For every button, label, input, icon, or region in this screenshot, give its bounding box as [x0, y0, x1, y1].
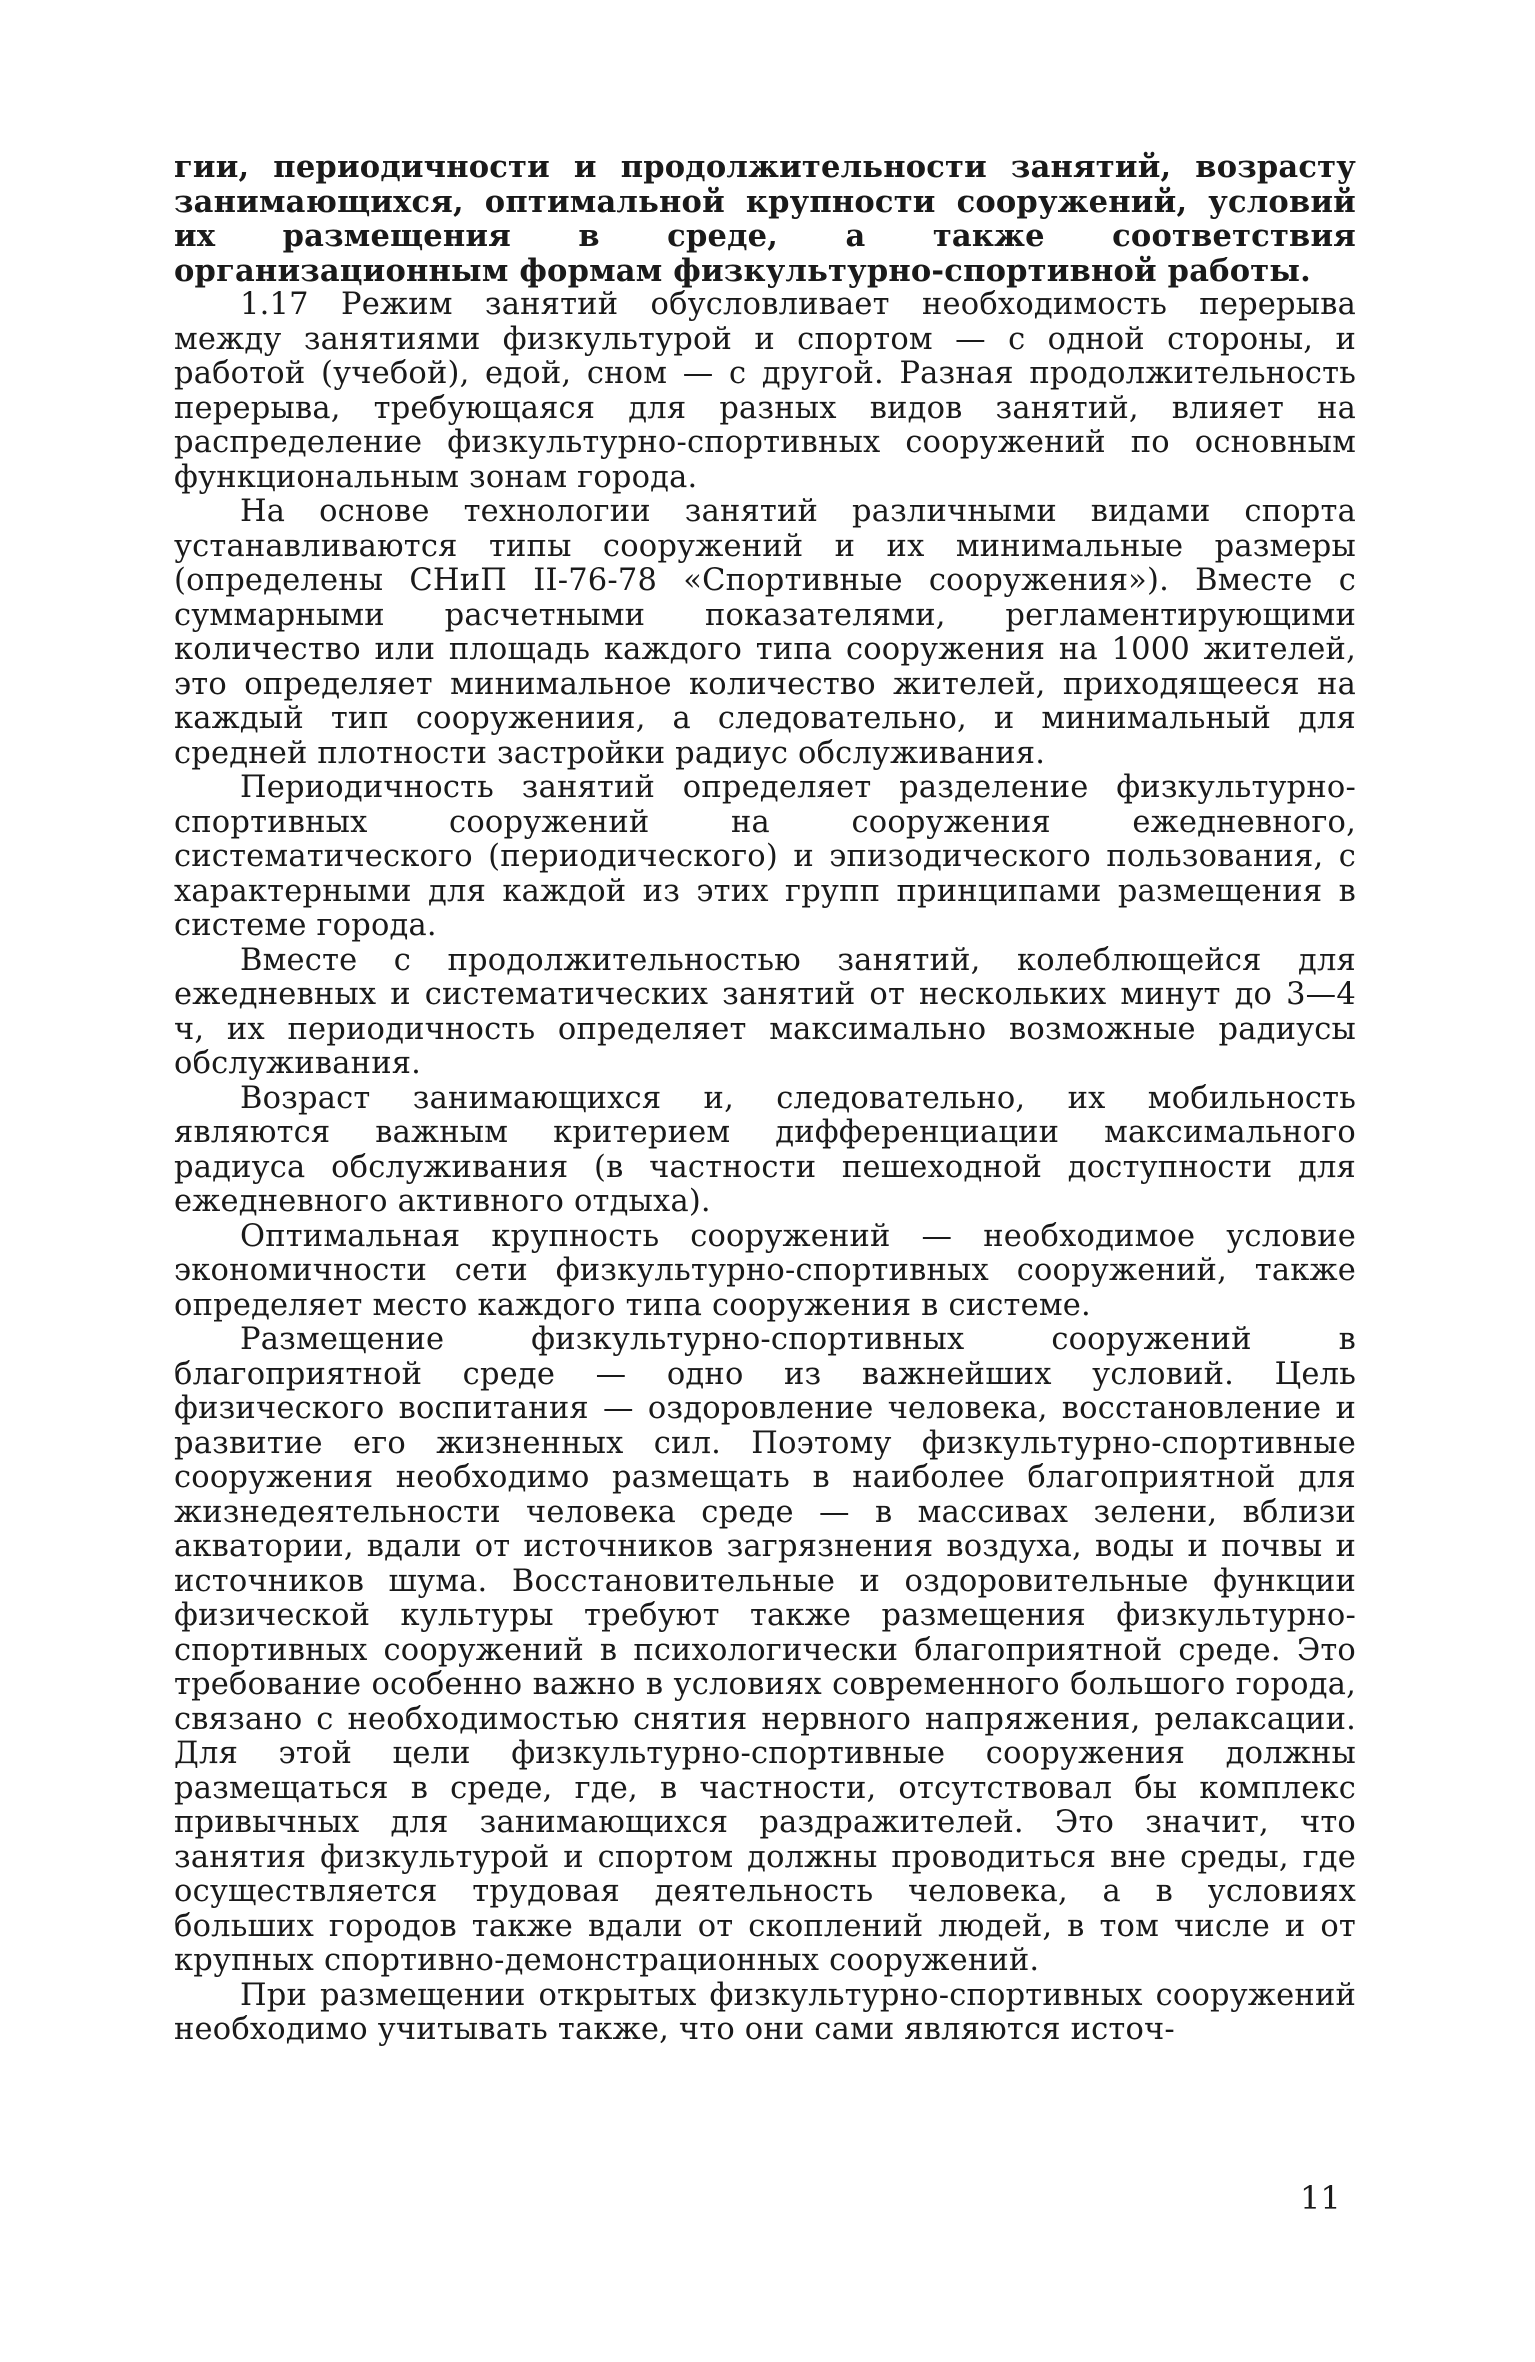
paragraph-duration: Вместе с продолжительностью занятий, колеблющейся для ежедневных и систематических занятий от нескольких минут до 3—4 ч, их периодичность определяет максимально возможные радиусы обслуживания.	[174, 942, 1356, 1081]
paragraph-section-1-17: 1.17 Режим занятий обусловливает необходимость перерыва между занятиями физкультурой и спортом — с одной стороны, и работой (учебой), едой, сном — с другой. Разная продолжительность перерыва, требующаяся для разных видов занятий, влияет на распределение физкультурно-спортивных сооружений по основным функциональным зонам города.	[174, 287, 1356, 495]
paragraph-environment: Размещение физкультурно-спортивных сооружений в благоприятной среде — одно из важнейших условий. Цель физического воспитания — оздоровление человека, восстановление и развитие его жизненных сил. Поэтому физкультурно-спортивные сооружения необходимо размещать в наиболее благоприятной для жизнедеятельности человека среде — в массивах зелени, вблизи акватории, вдали от источников загрязнения воздуха, воды и почвы и источников шума. Восстановительные и оздоровительные функции физической культуры требуют также размещения физкультурно-спортивных сооружений в психологически благоприятной среде. Это требование особенно важно в условиях современного большого города, связано с необходимостью снятия нервного напряжения, релаксации. Для этой цели физкультурно-спортивные сооружения должны размещаться в среде, где, в частности, отсутствовал бы комплекс привычных для занимающихся раздражителей. Это значит, что занятия физкультурой и спортом должны проводиться вне среды, где осуществляется трудовая деятельность человека, а в условиях больших городов также вдали от скоплений людей, в том числе и от крупных спортивно-демонстрационных сооружений.	[174, 1322, 1356, 1978]
paragraph-optimal-size: Оптимальная крупность сооружений — необходимое условие экономичности сети физкультурно-спортивных сооружений, также определяет место каждого типа сооружения в системе.	[174, 1218, 1356, 1323]
page-number: 11	[1300, 2179, 1341, 2217]
paragraph-technology: На основе технологии занятий различными видами спорта устанавливаются типы сооружений и их минимальные размеры (определены СНиП II-76-78 «Спортивные сооружения»). Вместе с суммарными расчетными показателями, регламентирующими количество или площадь каждого типа сооружения на 1000 жителей, это определяет минимальное количество жителей, приходящееся на каждый тип сооружениия, а следовательно, и минимальный для средней плотности застройки радиус обслуживания.	[174, 494, 1356, 771]
paragraph-open-facilities: При размещении открытых физкультурно-спортивных сооружений необходимо учитывать также, что они сами являются источ-	[174, 1977, 1356, 2047]
body-text	[174, 150, 1356, 2048]
paragraph-periodicity: Периодичность занятий определяет разделение физкультурно-спортивных сооружений на сооружения ежедневного, систематического (периодического) и эпизодического пользования, с характерными для каждой из этих групп принципами размещения в системе города.	[174, 770, 1356, 943]
paragraph-continuation: гии, периодичности и продолжительности занятий, возрасту занимающихся, оптимальной крупности сооружений, условий их размещения в среде, а также соответствия организационным формам физкультурно-спортивной работы.	[174, 149, 1356, 289]
paragraph-age: Возраст занимающихся и, следовательно, их мобильность являются важным критерием дифференциации максимального радиуса обслуживания (в частности пешеходной доступности для ежедневного активного отдыха).	[174, 1080, 1356, 1219]
